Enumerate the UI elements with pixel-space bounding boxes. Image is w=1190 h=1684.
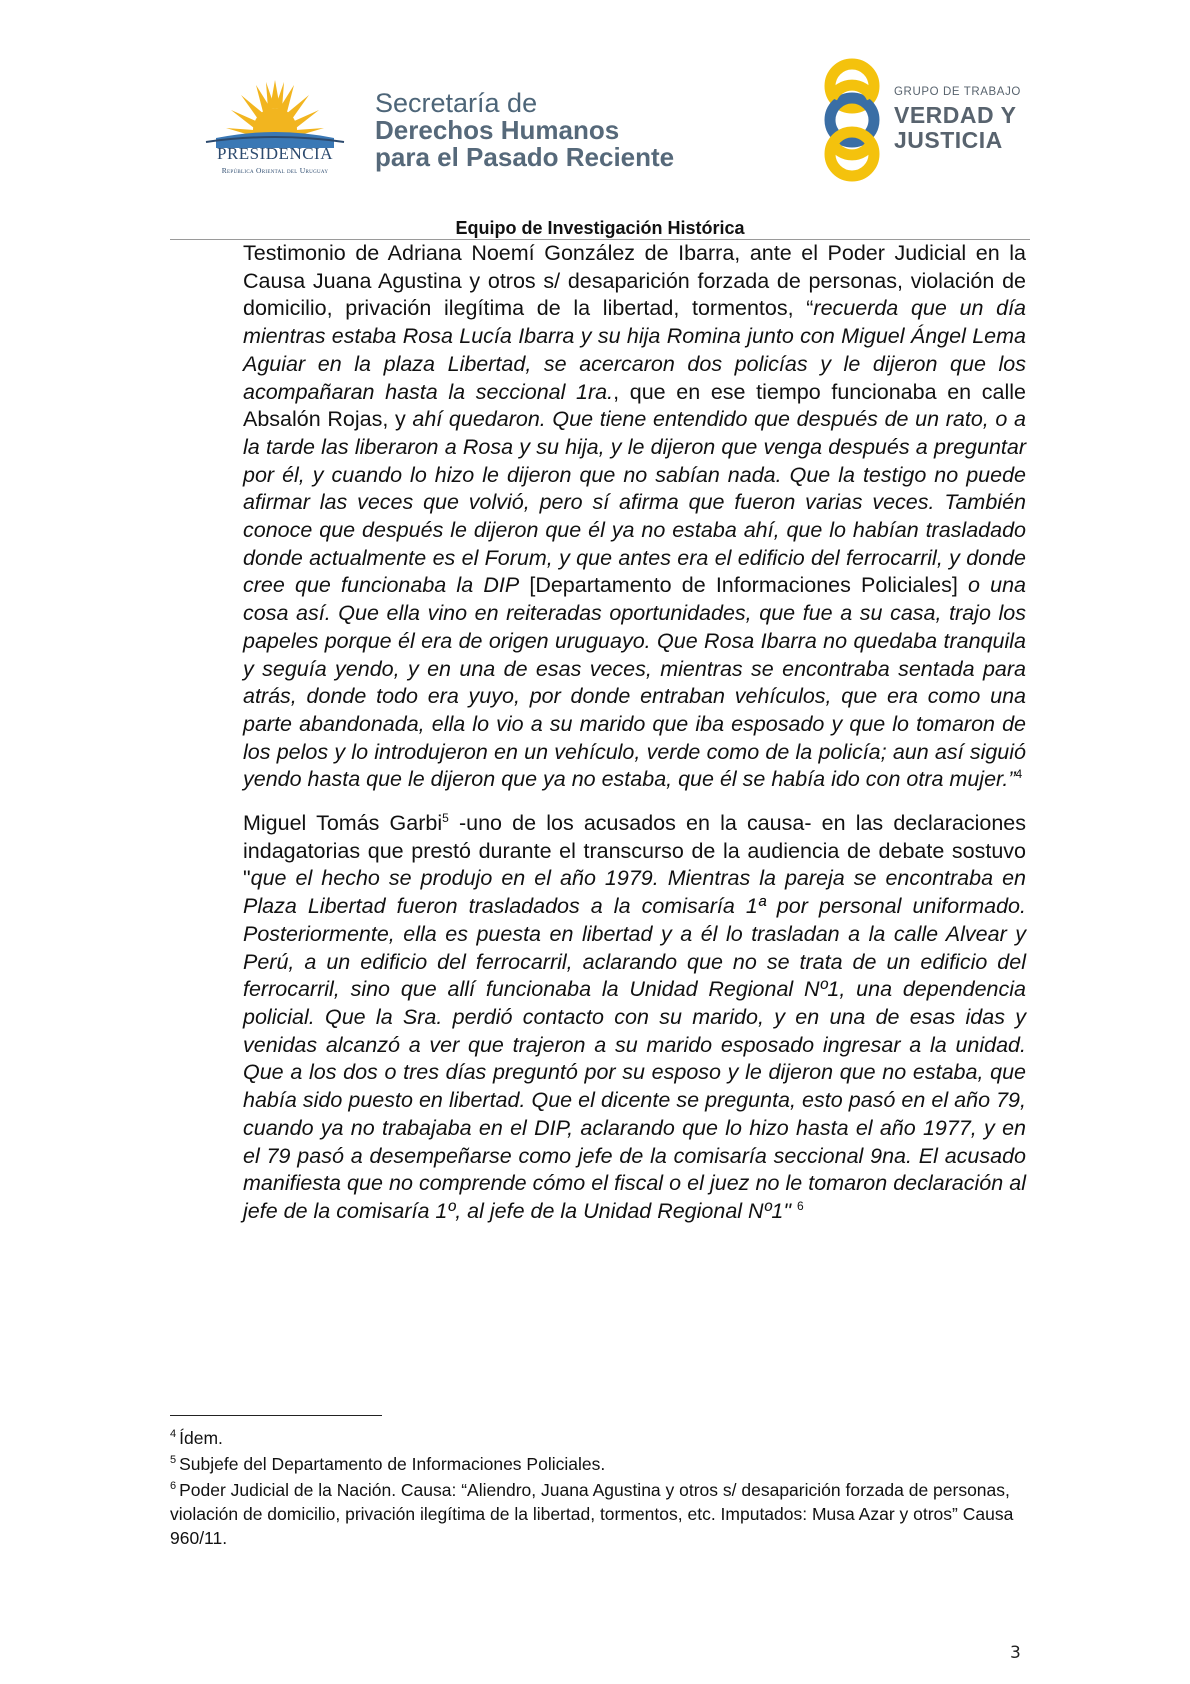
secretaria-line-2: Derechos Humanos bbox=[375, 115, 620, 145]
accused-name: Miguel Tomás Garbi bbox=[243, 811, 443, 836]
paragraph-1-mid: , que en ese tiempo funcionaba en calle Absalón Rojas, y bbox=[243, 379, 1026, 432]
paragraph-2-intro: -uno de los acusados en la causa- en las declaraciones indagatorias que prestó durante el transcurso de la audiencia de debate sostuvo " bbox=[243, 811, 1026, 891]
footnote-text: Poder Judicial de la Nación. Causa: “Aliendro, Juana Agustina y otros s/ desaparición forzada de personas, violación de domicilio, privación ilegítima de la libertad, tormentos, etc. Imputados: Musa Azar y otros” Causa 960/11. bbox=[170, 1480, 1014, 1548]
secretaria-line-1: Secretaría de bbox=[375, 88, 538, 118]
footnote-ref-6[interactable]: 6 bbox=[797, 1198, 804, 1213]
uruguay-sun-emblem-icon bbox=[196, 78, 354, 148]
quote-3: o una cosa así. Que ella vino en reiteradas oportunidades, que fue a su casa, trajo los papeles porque él era de origen uruguayo. Que Rosa Ibarra no quedaba tranquila y seguía yendo, y en una de esas veces, mientras se encontraba sentada para atrás, donde todo era yuyo, por donde entraban vehículos, que era como una parte abandonada, ella lo vio a su marido que iba esposado y que lo tomaron de los pelos y lo introdujeron en un vehículo, verde como de la policía; aun así siguió yendo hasta que le dijeron que ya no estaba, que él se había ido con otra mujer.” bbox=[243, 573, 1027, 792]
footnote-text: Ídem. bbox=[179, 1428, 223, 1448]
garbi-quote: que el hecho se produjo en el año 1979. Mientras la pareja se encontraba en Plaza Libertad fueron trasladados a la comisaría 1ª por personal uniformado. Posteriormente, ella es puesta en libertad y a él lo trasladan a la calle Alvear y Perú, a un edificio del ferrocarril, aclarando que no se trata de un edificio del ferrocarril, sino que allí funcionaba la Unidad Regional Nº1, una dependencia policial. Que la Sra. perdió contacto con su marido, y en una de esas idas y venidas alcanzó a ver que trajeron a su marido esposado ingresar a la unidad. Que a los dos o tres días preguntó por su esposo y le dijeron que no estaba, que había sido puesto en libertad. Que el dicente se pregunta, esto pasó en el año 79, cuando ya no trabajaba en el DIP, aclarando que lo hizo hasta el año 1977, y en el 79 pasó a desempeñarse como jefe de la comisaría seccional 9na. El acusado manifiesta que no comprende cómo el fiscal o el juez no le tomaron declaración al jefe de la comisaría 1º, al jefe de la Unidad Regional Nº1" bbox=[243, 866, 1026, 1223]
footnote-text: Subjefe del Departamento de Informaciones Policiales. bbox=[179, 1454, 606, 1474]
footnote-divider bbox=[170, 1415, 382, 1416]
grupo-trabajo-label: GRUPO DE TRABAJO bbox=[894, 86, 1021, 98]
secretaria-title bbox=[375, 90, 715, 171]
intertwined-rings-logo-icon bbox=[822, 58, 892, 183]
verdad-justicia-logo bbox=[822, 58, 1042, 183]
footnote-ref-5[interactable]: 5 bbox=[442, 810, 449, 825]
garbi-paragraph bbox=[243, 810, 1026, 1226]
footnote-number: 4 bbox=[170, 1428, 177, 1441]
document-body bbox=[243, 240, 1026, 1242]
presidencia-subtitle: República Oriental del Uruguay bbox=[221, 166, 329, 175]
footnote-6 bbox=[170, 1478, 1016, 1550]
quote-2: ahí quedaron. Que tiene entendido que después de un rato, o a la tarde las liberaron a Rosa y su hija, y le dijeron que venga después a preguntar por él, y cuando lo hizo le dijeron que no sabían nada. Que la testigo no puede afirmar las veces que volvió, pero sí afirma que fueron varias veces. También conoce que después le dijeron que él ya no estaba ahí, que lo habían trasladado donde actualmente es el Forum, y que antes era el edificio del ferrocarril, y donde cree que funcionaba la DIP bbox=[243, 407, 1026, 598]
quote-1: recuerda que un día mientras estaba Rosa Lucía Ibarra y su hija Romina junto con Miguel Ángel Lema Aguiar en la plaza Libertad, se acercaron dos policías y le dijeron que los acompañaran hasta la seccional 1ra. bbox=[243, 296, 1027, 404]
paragraph-1-intro: Testimonio de Adriana Noemí González de Ibarra, ante el Poder Judicial en la Causa Juana Agustina y otros s/ desaparición forzada de personas, violación de domicilio, privación ilegítima de la libertad, tormentos, “ bbox=[243, 241, 1026, 321]
justicia-label: JUSTICIA bbox=[894, 127, 1003, 153]
footnote-number: 5 bbox=[170, 1454, 177, 1467]
presidencia-wordmark: PRESIDENCIA bbox=[216, 144, 333, 163]
bracket-note: [Departamento de Informaciones Policiales] bbox=[519, 573, 968, 598]
footnotes bbox=[170, 1426, 1016, 1552]
verdad-label: VERDAD Y bbox=[894, 102, 1017, 128]
footnote-5 bbox=[170, 1452, 1016, 1476]
footnote-4 bbox=[170, 1426, 1016, 1450]
presidencia-logo bbox=[196, 78, 354, 178]
secretaria-line-3: para el Pasado Reciente bbox=[375, 142, 675, 172]
testimony-paragraph bbox=[243, 240, 1026, 794]
footnote-ref-4[interactable]: 4 bbox=[1015, 767, 1023, 782]
page-number: 3 bbox=[1010, 1643, 1021, 1663]
footnote-number: 6 bbox=[170, 1480, 177, 1493]
team-heading: Equipo de Investigación Histórica bbox=[455, 218, 745, 238]
